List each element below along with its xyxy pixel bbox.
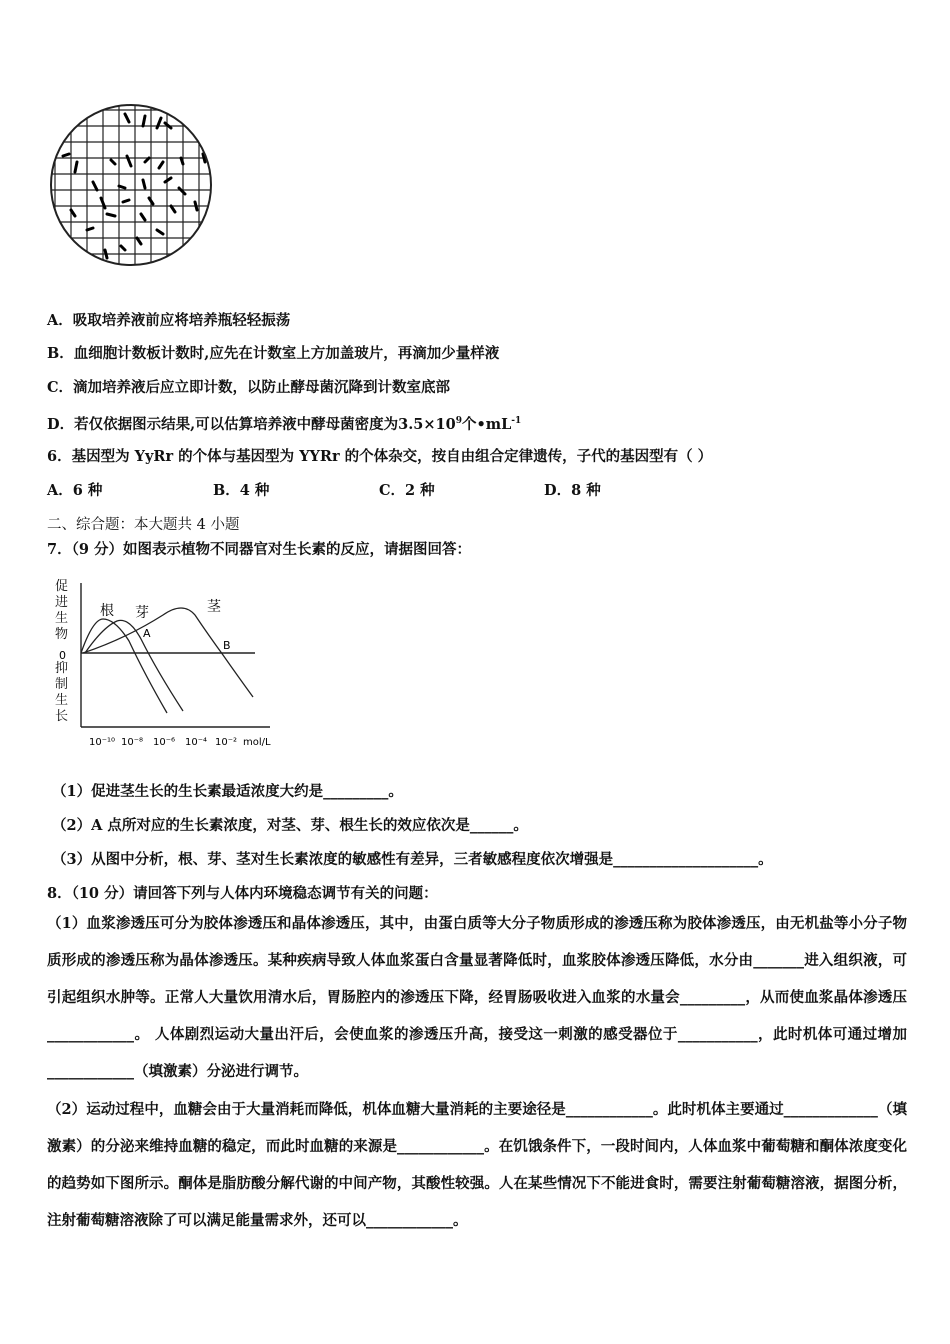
q7-sub2: （2）A 点所对应的生长素浓度，对茎、芽、根生长的效应依次是______。 [52,817,528,834]
section-title: 二、综合题：本大题共 4 小题 [47,517,240,533]
q6-option-a-text: 6 种 [72,482,103,499]
q5-option-b-text: 血细胞计数板计数时,应先在计数室上方加盖玻片，再滴加少量样液 [73,345,500,362]
hemocytometer-grid-image [45,98,217,273]
q6-option-a [47,481,102,501]
tick-1: 10⁻¹⁰ [89,737,116,748]
auxin-chart [45,575,290,755]
q7-sub3: （3）从图中分析，根、芽、茎对生长素浓度的敏感性有差异，三者敏感程度依次增强是____________________。 [52,851,773,868]
q8-paragraph-2: （2）运动过程中，血糖会由于大量消耗而降低，机体血糖大量消耗的主要途径是____________。此时机体主要通过_____________（填激素）的分泌来维持血糖的稳定，而此时血糖的来源是____________。在饥饿条件下，一段时间内，人体血浆中葡萄糖和酮体浓度变化的趋势如下图所示。酮体是脂肪酸分解代谢的中间产物，其酸性较强。人在某些情况下不能进食时，需要注射葡萄糖溶液，据图分析，注射葡萄糖溶液除了可以满足能量需求外，还可以____________。 [47,1101,907,1229]
q5-option-c-text: 滴加培养液后应立即计数，以防止酵母菌沉降到计数室底部 [73,379,451,396]
tick-5: 10⁻² [215,737,238,748]
q5-option-a-text: 吸取培养液前应将培养瓶轻轻振荡 [72,312,291,329]
x-unit: mol/L [243,737,271,748]
y-label-zero: 0 [59,649,66,662]
y-label-bottom: 抑制生长 [55,661,69,724]
q5-option-d-sup1: 9 [455,416,462,426]
q6-stem: 6．基因型为 YyRr 的个体与基因型为 YYRr 的个体杂交，按自由组合定律遗传，子代的基因型有（ ） [47,448,713,465]
q6-option-c-text: 2 种 [405,482,435,499]
root-curve [81,619,167,713]
q5-option-d-text-mid: 个•mL [461,415,512,433]
q5-option-b-label: B． [47,345,74,362]
point-a-label: A [143,627,151,640]
bud-curve [85,620,183,711]
tick-2: 10⁻⁸ [121,737,144,748]
q5-option-c [47,378,450,398]
q6-option-c-label: C． [379,482,406,499]
q5-option-a [47,311,290,331]
q5-option-d-label: D． [47,415,75,433]
q6-option-d-label: D． [544,482,572,499]
q5-option-d-text-pre: 若仅依据图示结果,可以估算培养液中酵母菌密度为3.5×10 [74,415,456,433]
q5-option-c-label: C． [47,379,74,396]
curve-label-stem: 茎 [207,599,221,615]
q6-option-d-text: 8 种 [571,482,601,499]
tick-3: 10⁻⁶ [153,737,176,748]
q6-option-a-label: A． [47,482,73,499]
y-label-top: 促进生物 [55,579,69,642]
hemocytometer-figure [45,98,217,273]
q7-sub1: （1）促进茎生长的生长素最适浓度大约是_________。 [52,783,403,800]
q5-option-d [47,411,521,435]
q6-option-b-label: B． [213,482,240,499]
q6-option-d [544,481,601,501]
point-b-label: B [223,639,231,652]
q6-option-b-text: 4 种 [239,482,270,499]
curve-label-root: 根 [100,603,114,619]
tick-4: 10⁻⁴ [185,737,208,748]
auxin-chart-svg [45,575,290,755]
q5-option-a-label: A． [47,312,73,329]
q6-option-b [213,481,269,501]
q5-option-d-sup2: -1 [511,416,522,426]
q5-option-b [47,344,499,364]
q7-stem: 7．（9 分）如图表示植物不同器官对生长素的反应，请据图回答： [47,541,471,558]
curve-label-bud: 芽 [135,605,149,621]
q8-stem: 8．（10 分）请回答下列与人体内环境稳态调节有关的问题： [47,885,438,902]
q8-paragraph-1: （1）血浆渗透压可分为胶体渗透压和晶体渗透压，其中，由蛋白质等大分子物质形成的渗透压称为胶体渗透压，由无机盐等小分子物质形成的渗透压称为晶体渗透压。某种疾病导致人体血浆蛋白含量显著降低时，血浆胶体渗透压降低，水分由_______进入组织液，可引起组织水肿等。正常人大量饮用清水后，胃肠腔内的渗透压下降，经胃肠吸收进入血浆的水量会_________，从而使血浆晶体渗透压____________。 人体剧烈运动大量出汗后，会使血浆的渗透压升高，接受这一刺激的感受器位于___________，此时机体可通过增加____________（填激素）分泌进行调节。 [47,915,907,1080]
q6-option-c [379,481,435,501]
